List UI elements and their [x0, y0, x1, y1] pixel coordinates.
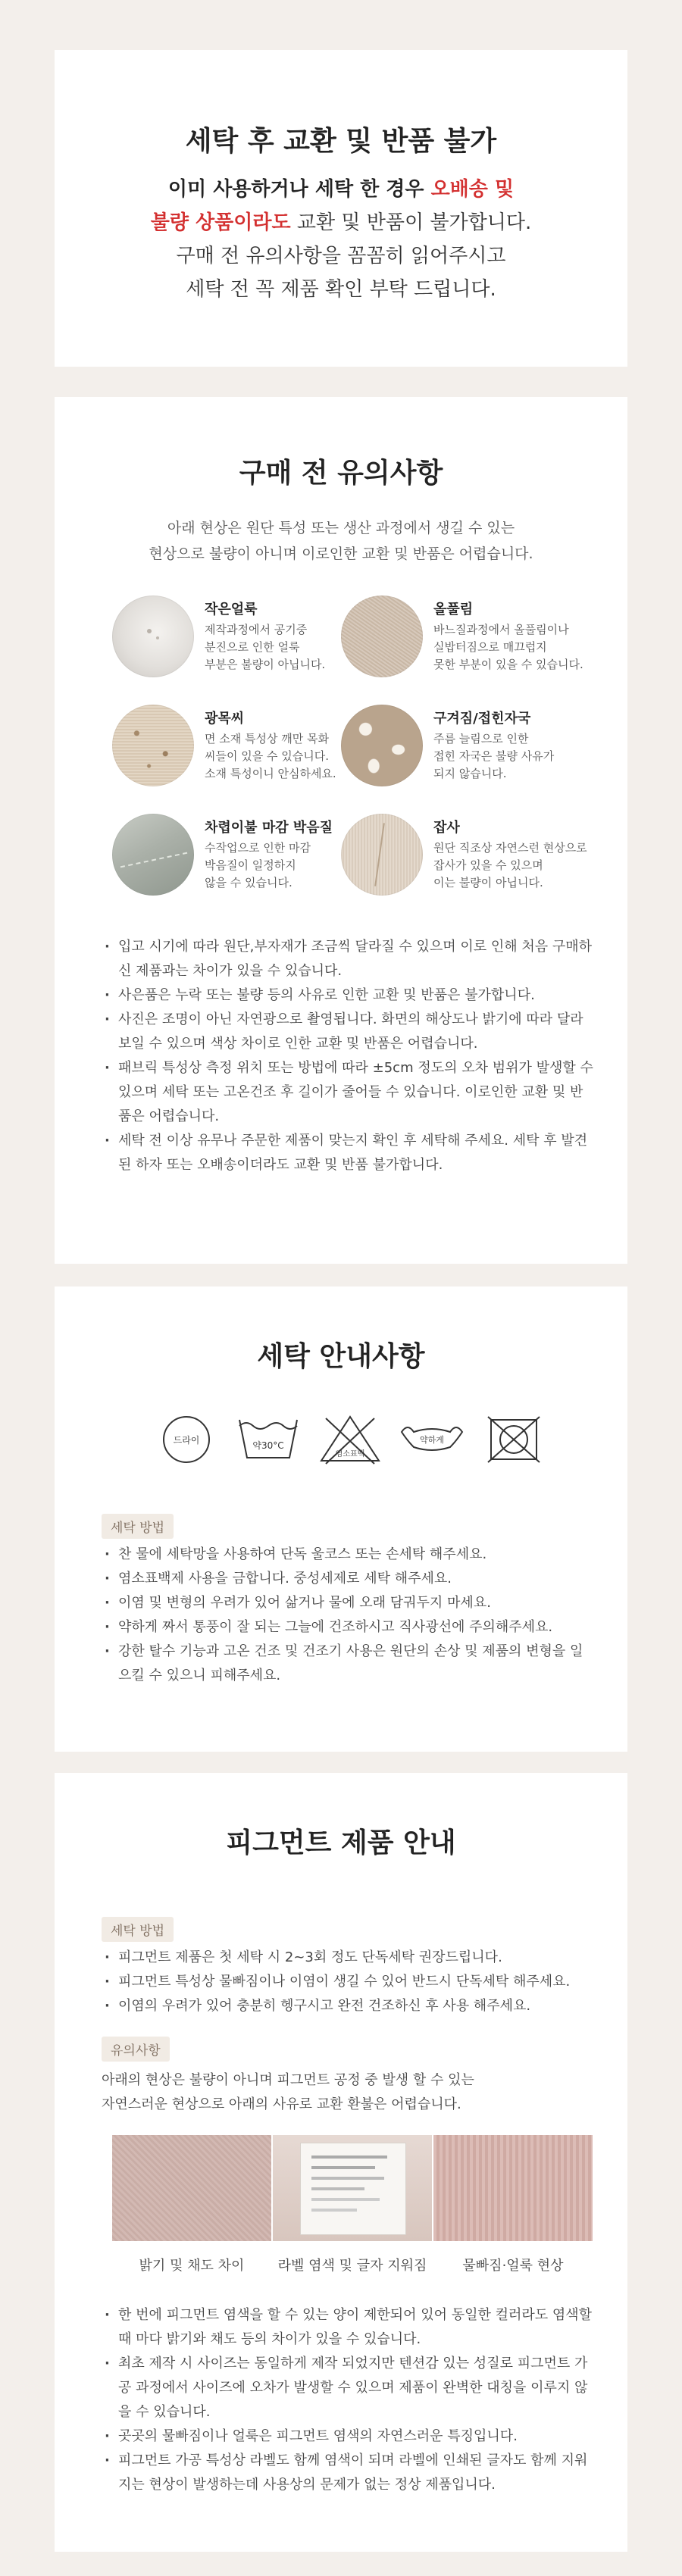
- care-label: 약30°C: [252, 1440, 284, 1451]
- wrinkle-photo: [341, 705, 423, 786]
- list-item: · 패브릭 특성상 측정 위치 또는 방법에 따라 ±5cm 정도의 오차 범위가 발생할 수 있으며 세탁 또는 고온건조 후 길이가 줄어들 수 있습니다. 이로인한 교환 및 반품은 어렵습니다.: [102, 1056, 594, 1129]
- purchase-notes-list: [102, 935, 594, 1177]
- washing-title: 세탁 안내사항: [257, 1341, 425, 1372]
- defect-item-stain: [112, 596, 362, 694]
- photo-caption: 라벨 염색 및 글자 지워짐: [277, 2258, 427, 2274]
- pigment-notes-list: [102, 2303, 594, 2497]
- purchase-caution-card: [55, 397, 627, 1264]
- list-item: · 피그먼트 특성상 물빠짐이나 이염이 생길 수 있어 반드시 단독세탁 해주세요.: [102, 1970, 594, 1994]
- caution-intro: [55, 515, 627, 567]
- defect-name: 구겨짐/접힌자국: [433, 711, 531, 727]
- list-item: · 피그먼트 가공 특성상 라벨도 함께 염색이 되며 라벨에 인쇄된 글자도 함께 지워지는 현상이 발생하는데 사용상의 문제가 없는 정상 제품입니다.: [102, 2449, 594, 2497]
- caution-intro-line1: 아래 현상은 원단 특성 또는 생산 과정에서 생길 수 있는: [167, 520, 515, 536]
- defect-desc-line: 원단 직조상 자연스런 현상으로: [433, 841, 587, 855]
- defect-desc-line: 소재 특성이니 안심하세요.: [205, 767, 336, 780]
- notice-line3: 구매 전 유의사항을 꼼꼼히 읽어주시고: [176, 245, 506, 267]
- label-sheet: [300, 2143, 406, 2235]
- dry-cleaning-icon: [152, 1409, 221, 1470]
- caution-line1: 아래의 현상은 불량이 아니며 피그먼트 공정 중 발생 할 수 있는: [102, 2072, 474, 2088]
- defect-desc-line: 주름 늘림으로 인한: [433, 732, 529, 746]
- list-item: · 세탁 전 이상 유무나 주문한 제품이 맞는지 확인 후 세탁해 주세요. 세탁 후 발견된 하자 또는 오배송이더라도 교환 및 반품 불가합니다.: [102, 1129, 594, 1177]
- wash-method-tag: 세탁 방법: [102, 1514, 174, 1539]
- list-item: · 강한 탈수 기능과 고온 건조 및 건조기 사용은 원단의 손상 및 제품의 변형을 일으킬 수 있으니 피해주세요.: [102, 1640, 594, 1688]
- label-photo: [273, 2135, 432, 2241]
- defect-desc-line: 바느질과정에서 올풀림이나: [433, 623, 569, 636]
- defect-name: 차렵이불 마감 박음질: [205, 820, 333, 836]
- defect-name: 광목씨: [205, 711, 245, 727]
- list-item: · 곳곳의 물빠짐이나 얼룩은 피그먼트 염색의 자연스러운 특징입니다.: [102, 2424, 594, 2449]
- defect-desc-line: 잡사가 있을 수 있으며: [433, 858, 543, 872]
- list-item: · 사은품은 누락 또는 불량 등의 사유로 인한 교환 및 반품은 불가합니다.: [102, 983, 594, 1008]
- wash-30-icon: [233, 1409, 303, 1470]
- defect-desc: [433, 839, 593, 892]
- hand-wring-icon: [397, 1409, 467, 1470]
- no-bleach-icon: [315, 1409, 385, 1470]
- notice-body: [55, 173, 627, 306]
- defect-desc: [433, 621, 593, 674]
- defect-desc-line: 못한 부분이 있을 수 있습니다.: [433, 658, 583, 671]
- list-item: · 입고 시기에 따라 원단,부자재가 조금씩 달라질 수 있으며 이로 인해 처음 구매하신 제품과는 차이가 있을 수 있습니다.: [102, 935, 594, 983]
- defect-desc-line: 부분은 불량이 아닙니다.: [205, 658, 326, 671]
- caution-title: 구매 전 유의사항: [239, 458, 443, 489]
- list-item: · 이염의 우려가 있어 충분히 헹구시고 완전 건조하신 후 사용 해주세요.: [102, 1994, 594, 2018]
- defect-desc-line: 않을 수 있습니다.: [205, 876, 293, 889]
- defect-desc-line: 박음질이 일정하지: [205, 858, 296, 872]
- brightness-photo: [112, 2135, 271, 2241]
- list-item: · 찬 물에 세탁망을 사용하여 단독 울코스 또는 손세탁 해주세요.: [102, 1543, 594, 1567]
- notice-line2b: 교환 및 반품이 불가합니다.: [290, 211, 532, 234]
- care-label: 드라이: [173, 1435, 200, 1446]
- defect-name: 잡사: [433, 820, 460, 836]
- defect-desc-line: 실밥터짐으로 매끄럽지: [433, 640, 547, 654]
- defect-desc: [433, 730, 593, 783]
- notice-line1b: 오배송 및: [430, 178, 515, 201]
- caution-line2: 자연스러운 현상으로 아래의 사유로 교환 환불은 어렵습니다.: [102, 2096, 461, 2112]
- caution-intro-line2: 현상으로 불량이 아니며 이로인한 교환 및 반품은 어렵습니다.: [149, 546, 533, 562]
- fading-photo: [433, 2135, 593, 2241]
- defect-item-stray-thread: [341, 814, 591, 912]
- pigment-caution-tag: 유의사항: [102, 2037, 170, 2062]
- defect-desc-line: 수작업으로 인한 마감: [205, 841, 311, 855]
- list-item: · 염소표백제 사용을 금합니다. 중성세제로 세탁 해주세요.: [102, 1567, 594, 1591]
- defect-item-cotton-seed: [112, 705, 362, 803]
- pigment-guide-card: [55, 1773, 627, 2552]
- notice-title: 세탁 후 교환 및 반품 불가: [185, 126, 497, 157]
- exchange-notice-card: [55, 50, 627, 367]
- defect-desc: [205, 621, 364, 674]
- care-label: 약하게: [420, 1435, 444, 1445]
- photo-caption: 밝기 및 채도 차이: [139, 2258, 245, 2274]
- wash-method-list: [102, 1543, 594, 1688]
- list-item: · 한 번에 피그먼트 염색을 할 수 있는 양이 제한되어 있어 동일한 컬러라도 염색할 때 마다 밝기와 채도 등의 차이가 있을 수 있습니다.: [102, 2303, 594, 2352]
- defect-name: 올풀림: [433, 602, 474, 617]
- stitching-photo: [112, 814, 194, 896]
- defect-desc: [205, 730, 364, 783]
- list-item: · 약하게 짜서 통풍이 잘 되는 그늘에 건조하시고 직사광선에 주의해주세요.: [102, 1615, 594, 1640]
- washing-guide-card: [55, 1286, 627, 1752]
- notice-line4: 세탁 전 꼭 제품 확인 부탁 드립니다.: [186, 278, 496, 301]
- pigment-wash-tag: 세탁 방법: [102, 1917, 174, 1942]
- care-label: 염소표백: [335, 1450, 365, 1458]
- pigment-wash-list: [102, 1946, 594, 2018]
- cotton-seed-photo: [112, 705, 194, 786]
- notice-line2a: 불량 상품이라도: [150, 211, 291, 234]
- defect-name: 작은얼룩: [205, 602, 258, 617]
- stray-thread-photo: [341, 814, 423, 896]
- defect-desc-line: 되지 않습니다.: [433, 767, 507, 780]
- notice-line1a: 이미 사용하거나 세탁 한 경우: [167, 178, 431, 201]
- stain-photo: [112, 596, 194, 677]
- defect-item-stitching: [112, 814, 362, 912]
- pigment-caution-text: [102, 2068, 474, 2117]
- defect-desc-line: 접힌 자국은 불량 사유가: [433, 749, 555, 763]
- no-tumble-dry-icon: [479, 1409, 549, 1470]
- photo-caption: 물빠짐·얼룩 현상: [462, 2258, 564, 2274]
- defect-desc-line: 제작과정에서 공기중: [205, 623, 308, 636]
- defect-item-fray: [341, 596, 591, 694]
- pigment-title: 피그먼트 제품 안내: [226, 1827, 456, 1859]
- defect-desc-line: 면 소재 특성상 깨만 목화: [205, 732, 329, 746]
- list-item: · 피그먼트 제품은 첫 세탁 시 2~3회 정도 단독세탁 권장드립니다.: [102, 1946, 594, 1970]
- defect-desc-line: 씨들이 있을 수 있습니다.: [205, 749, 329, 763]
- defect-desc-line: 이는 불량이 아닙니다.: [433, 876, 543, 889]
- list-item: · 최초 제작 시 사이즈는 동일하게 제작 되었지만 텐션감 있는 성질로 피그먼트 가공 과정에서 사이즈에 오차가 발생할 수 있으며 제품이 완벽한 대칭을 이루지 않을 수 있습니다.: [102, 2352, 594, 2424]
- fray-photo: [341, 596, 423, 677]
- defect-item-wrinkle: [341, 705, 591, 803]
- defect-desc: [205, 839, 364, 892]
- defect-desc-line: 분진으로 인한 얼룩: [205, 640, 300, 654]
- list-item: · 이염 및 변형의 우려가 있어 삶거나 물에 오래 담궈두지 마세요.: [102, 1591, 594, 1615]
- list-item: · 사진은 조명이 아닌 자연광으로 촬영됩니다. 화면의 해상도나 밝기에 따라 달라 보일 수 있으며 색상 차이로 인한 교환 및 반품은 어렵습니다.: [102, 1008, 594, 1056]
